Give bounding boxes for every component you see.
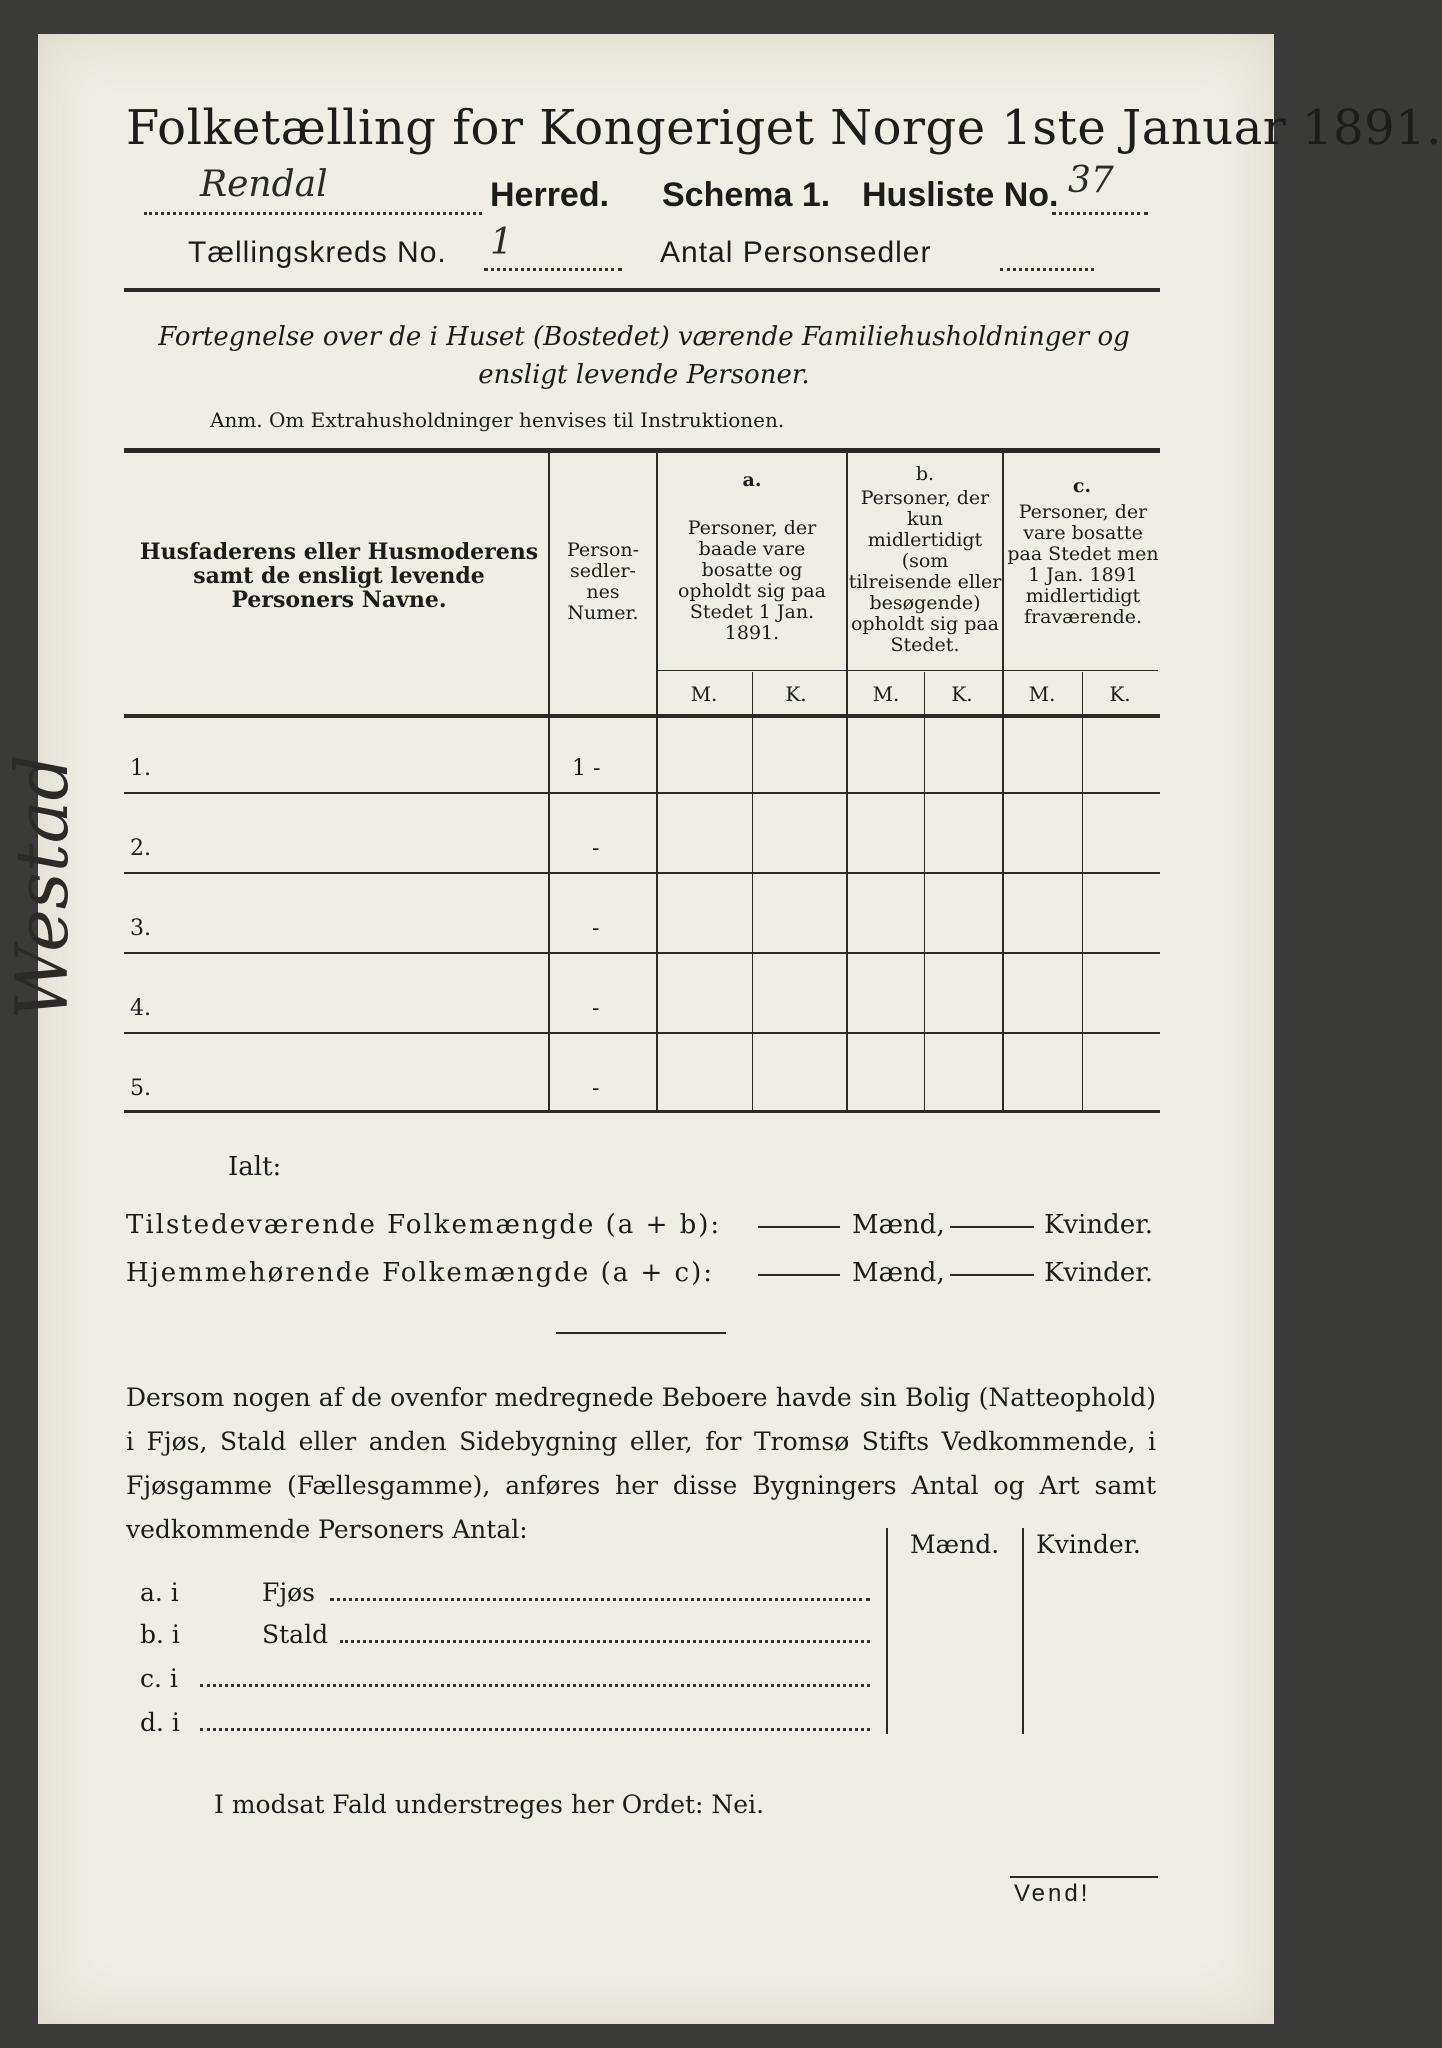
building-item-name: Stald (262, 1620, 329, 1649)
tilstede-label: Tilstedeværende Folkemængde (a + b): (126, 1210, 722, 1240)
nei-instruction: I modsat Fald understreges her Ordet: Nei. (214, 1790, 765, 1819)
hjemme-maend: Mænd, (852, 1258, 945, 1288)
hjemme-kvinder: Kvinder. (1044, 1258, 1154, 1288)
building-item-name: Fjøs (262, 1578, 315, 1607)
col-b-m: M. (872, 682, 900, 706)
col-a-header: Personer, der baade vare bosatte og opholdt sig paa Stedet 1 Jan. 1891. (677, 517, 827, 644)
col-c-header: Personer, der vare bosatte paa Stedet men 1 Jan. 1891 midlertidigt fraværende. (1007, 501, 1159, 628)
building-item-label: c. i (140, 1664, 178, 1693)
col-a-m: M. (690, 682, 718, 706)
row-personseddel-num: - (592, 916, 600, 941)
buildings-paragraph: Dersom nogen af de ovenfor medregnede Beboere havde sin Bolig (Natteophold) i Fjøs, Stald eller anden Sidebygning eller, for Tromsø Stifts Vedkommende, i Fjøsgamme (Fællesgamme), anføres her disse Bygningers Antal og Art samt vedkommende Personers Antal: (126, 1383, 1156, 1544)
col-a-letter: a. (742, 469, 762, 491)
tilstede-maend: Mænd, (852, 1210, 945, 1240)
row-personseddel-num: - (592, 1076, 600, 1101)
kreds-value: 1 (490, 222, 513, 263)
building-item-label: b. i (140, 1620, 180, 1649)
row-personseddel-num: 1 - (572, 756, 601, 781)
header-rule (124, 288, 1160, 292)
building-item-label: a. i (140, 1578, 179, 1607)
row-number: 1. (130, 756, 151, 781)
husliste-field (1052, 160, 1148, 215)
kreds-label: Tællingskreds No. (188, 236, 447, 269)
col-c-m: M. (1028, 682, 1056, 706)
row-number: 5. (130, 1076, 151, 1101)
tilstede-kvinder: Kvinder. (1044, 1210, 1154, 1240)
ialt-label: Ialt: (228, 1152, 282, 1182)
description: Fortegnelse over de i Huset (Bostedet) værende Familiehusholdninger og ensligt levende Personer. (158, 322, 1130, 390)
kvinder-column-header: Kvinder. (1036, 1530, 1141, 1559)
row-number: 2. (130, 836, 151, 861)
antal-label: Antal Personsedler (660, 236, 932, 269)
col-b-letter: b. (915, 463, 935, 485)
form-title: Folketælling for Kongeriget Norge 1ste Januar 1891. (126, 100, 1442, 156)
section-divider (556, 1332, 726, 1334)
vend-label: Vend! (1014, 1880, 1091, 1907)
col-c-letter: c. (1072, 475, 1092, 497)
col-name-header: Husfaderens eller Husmoderens samt de ensligt levende Personers Navne. (139, 539, 539, 613)
hjemme-label: Hjemmehørende Folkemængde (a + c): (126, 1258, 714, 1288)
col-c-k: K. (1109, 682, 1131, 706)
antal-field (1000, 232, 1094, 271)
kreds-field (484, 222, 622, 271)
herred-value: Rendal (200, 164, 328, 205)
annotation: Anm. Om Extrahusholdninger henvises til Instruktionen. (210, 408, 785, 432)
maend-column-header: Mænd. (910, 1530, 1000, 1559)
col-a-k: K. (785, 682, 807, 706)
schema-label: Schema 1. (662, 176, 831, 214)
husliste-label: Husliste No. (862, 176, 1059, 214)
col-b-k: K. (951, 682, 973, 706)
row-personseddel-num: - (592, 836, 600, 861)
col-b-header: Personer, der kun midlertidigt (som tilreisende eller besøgende) opholdt sig paa Stedet. (848, 487, 1002, 656)
col-num-header: Person-sedler-nes Numer. (566, 539, 640, 624)
building-item-label: d. i (140, 1708, 180, 1737)
row-number: 4. (130, 996, 151, 1021)
row-number: 3. (130, 916, 151, 941)
herred-field (144, 164, 482, 215)
margin-signature: Westad (0, 754, 84, 1020)
row-personseddel-num: - (592, 996, 600, 1021)
husliste-value: 37 (1068, 160, 1114, 201)
herred-label: Herred. (490, 176, 610, 214)
